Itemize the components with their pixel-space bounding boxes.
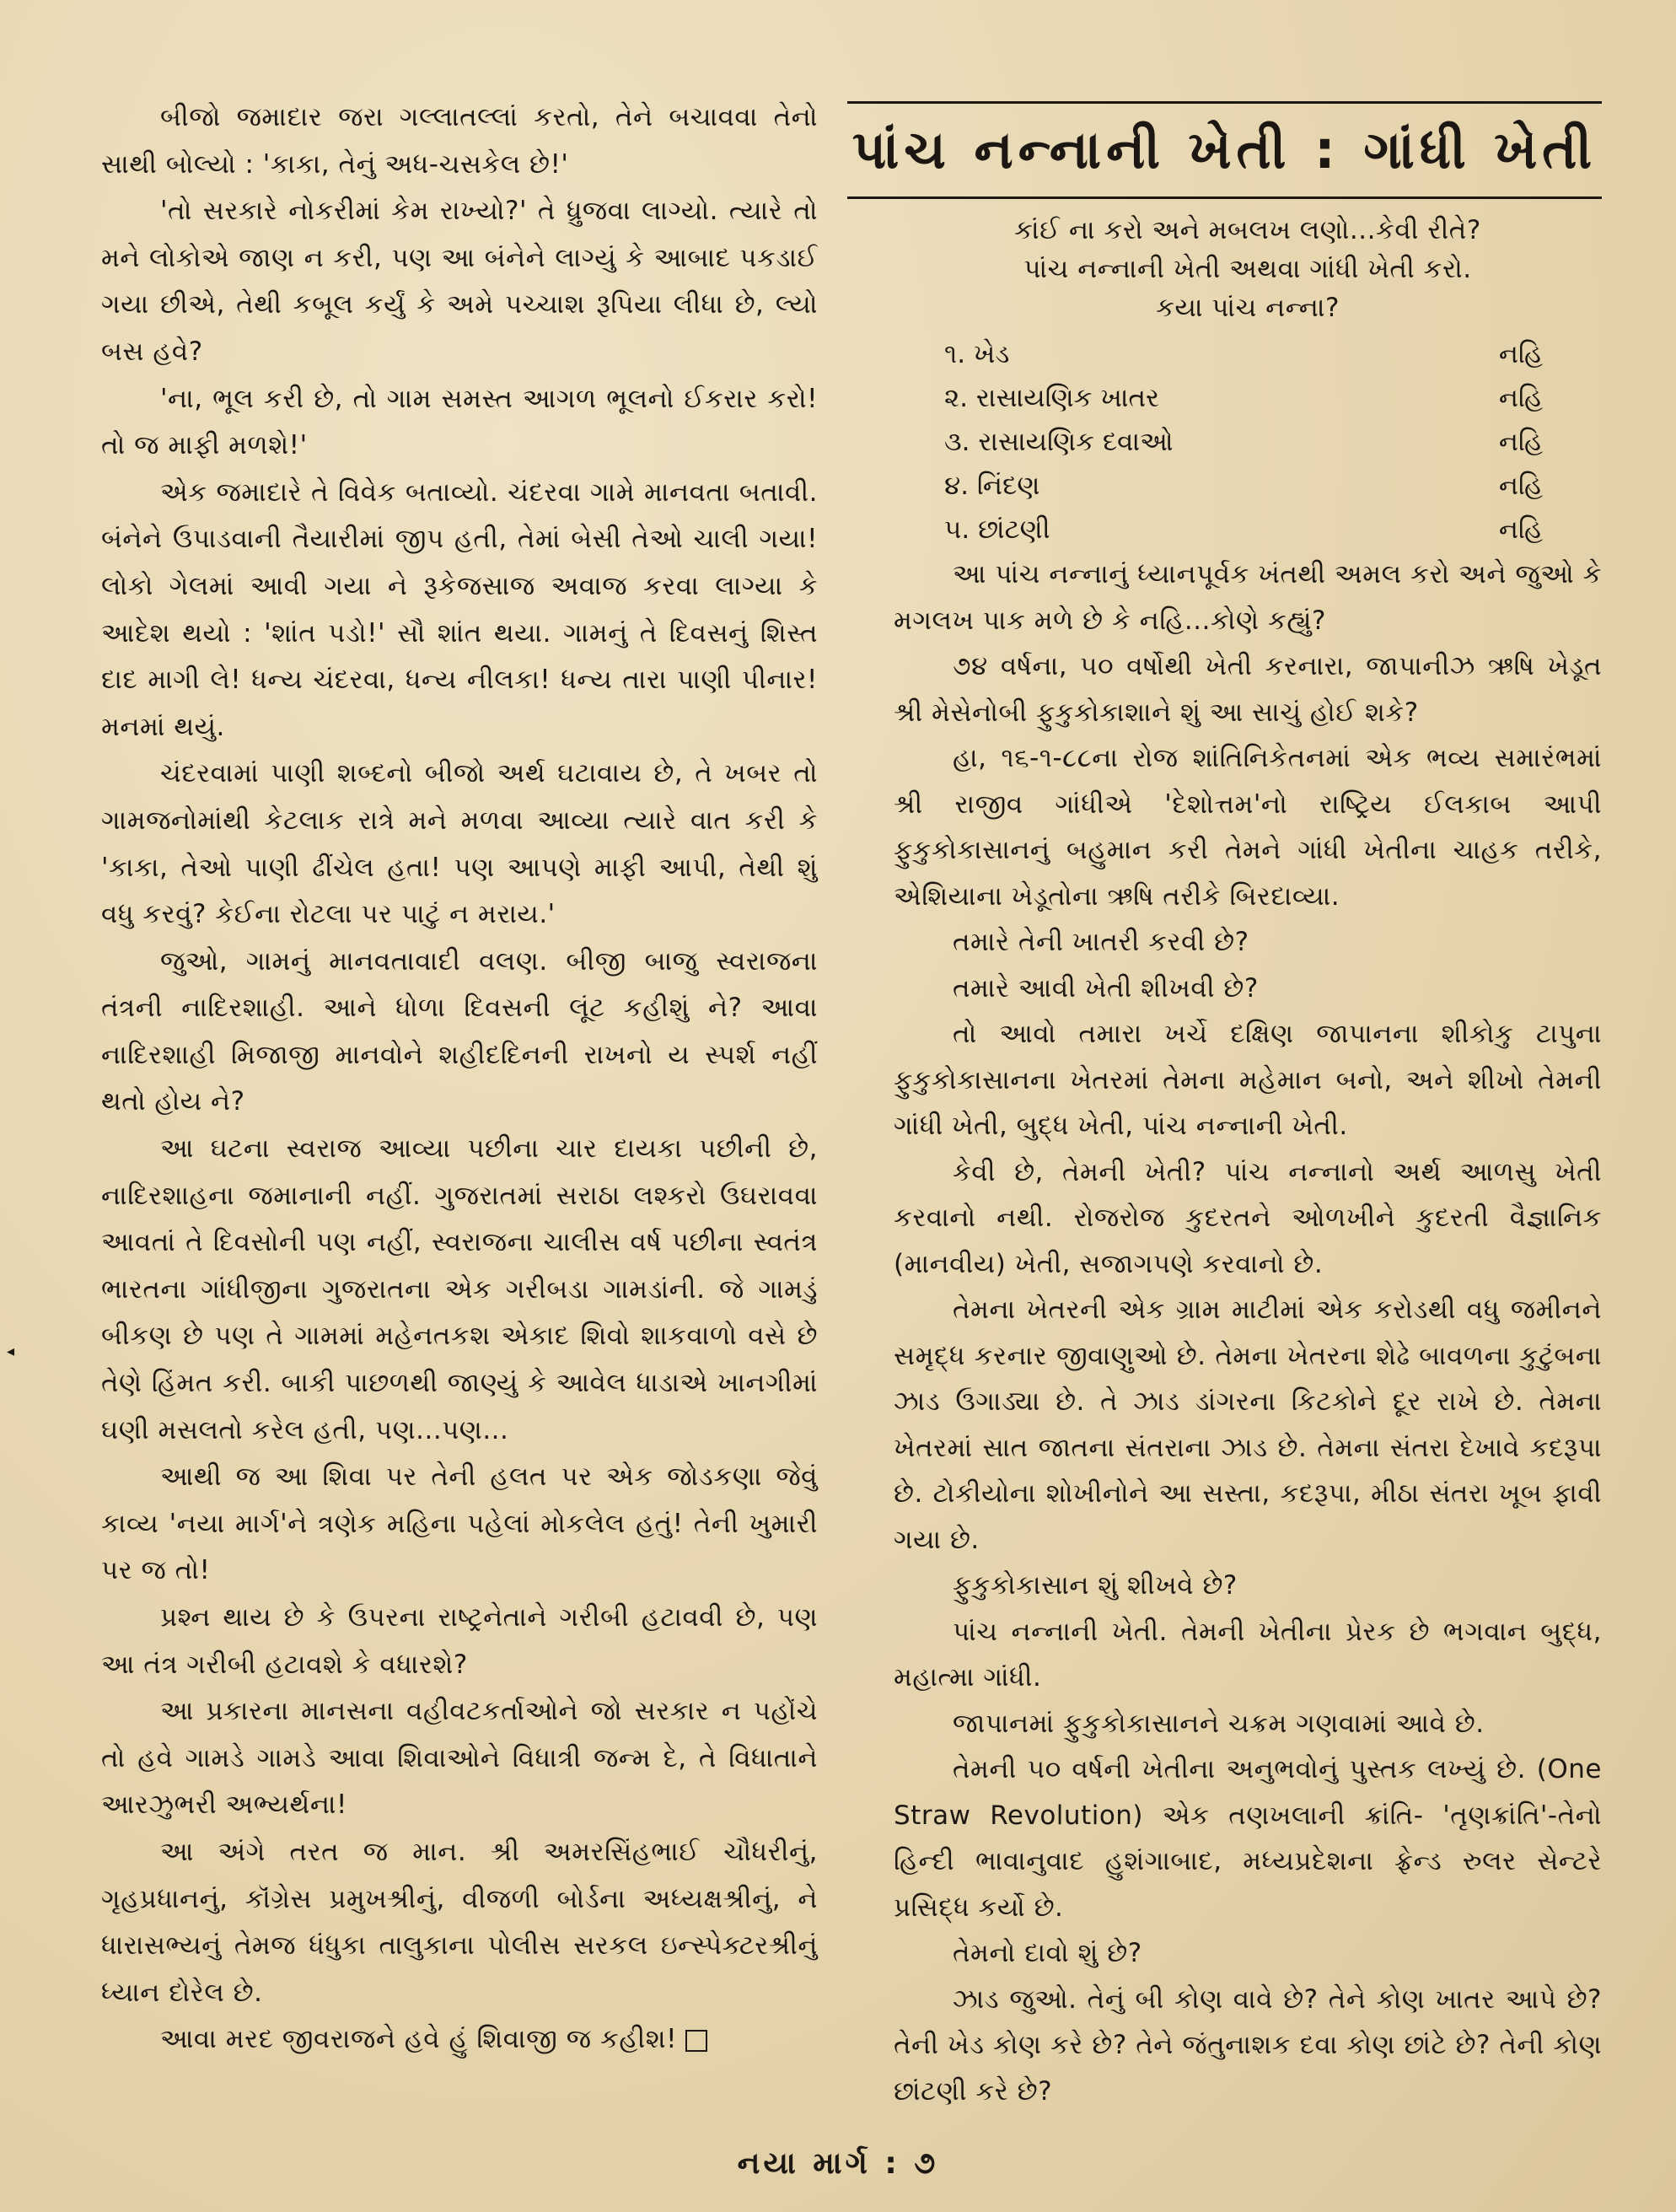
list-item: [944, 332, 1543, 376]
right-paragraph: પાંચ નન્નાની ખેતી. તેમની ખેતીના પ્રેરક છે ભગવાન બુદ્ધ, મહાત્મા ગાંધી.: [894, 1616, 1602, 1693]
right-paragraph: આ પાંચ નન્નાનું ધ્યાનપૂર્વક ખંતથી અમલ કરો અને જુઓ કે મગલખ પાક મળે છે કે નહિ...કોણે કહ્યું?: [894, 559, 1602, 636]
intro-line: કયા પાંચ નન્ના?: [1156, 293, 1340, 323]
right-paragraph: જાપાનમાં ફુકુકોકાસાનને ચક્રમ ગણવામાં આવે છે.: [953, 1708, 1485, 1739]
right-column: [894, 211, 1602, 2114]
list-item-value: નહિ: [1498, 514, 1543, 545]
left-paragraph: બીજો જમાદાર જરા ગલ્લાતલ્લાં કરતો, તેને બચાવવા તેનો સાથી બોલ્યો : 'કાકા, તેનું અધ-ચસકેલ છે!': [101, 102, 818, 180]
end-of-article-box-icon: [685, 2030, 707, 2052]
article-title-box: [847, 101, 1602, 199]
left-paragraph: આ પ્રકારના માનસના વહીવટકર્તાઓને જો સરકાર ન પહોંચે તો હવે ગામડે ગામડે આવા શિવાઓને વિધાત્રી જન્મ દે, તે વિધાતાને આરઝુભરી અભ્યર્થના!: [101, 1696, 818, 1821]
right-paragraph: તેમની ૫૦ વર્ષની ખેતીના અનુભવોનું પુસ્તક લખ્યું છે. (One Straw Revolution) એક તણખલાની ક્રાંતિ- 'તૃણક્રાંતિ'-તેનો હિન્દી ભાવાનુવાદ હુશંગાબાદ, મધ્યપ્રદેશના ફ્રેન્ડ રુલર સેન્ટરે પ્રસિદ્ધ કર્યો છે.: [894, 1754, 1602, 1923]
list-item-label: ૫. છાંટણી: [944, 514, 1050, 545]
intro-line: કાંઈ ના કરો અને મબલખ લણો...કેવી રીતે?: [1014, 215, 1481, 245]
intro-line: પાંચ નન્નાની ખેતી અથવા ગાંધી ખેતી કરો.: [1023, 254, 1472, 284]
list-item-label: ૧. ખેડ: [944, 339, 1010, 369]
left-paragraph: આ અંગે તરત જ માન. શ્રી અમરસિંહભાઈ ચૌધરીનું, ગૃહપ્રધાનનું, કૉંગ્રેસ પ્રમુખશ્રીનું, વીજળી બોર્ડના અધ્યક્ષશ્રીનું, ને ધારાસભ્યનું તેમજ ધંધુકા તાલુકાના પોલીસ સરકલ ઇન્સ્પેક્ટરશ્રીનું ધ્યાન દોરેલ છે.: [101, 1836, 818, 2008]
left-paragraph: 'ના, ભૂલ કરી છે, તો ગામ સમસ્ત આગળ ભૂલનો ઈકરાર કરો! તો જ માફી મળશે!': [101, 383, 818, 461]
right-paragraph: હા, ૧૬-૧-૮૮ના રોજ શાંતિનિકેતનમાં એક ભવ્ય સમારંભમાં શ્રી રાજીવ ગાંધીએ 'દેશોત્તમ'નો રાષ્ટ્રિય ઈલકાબ આપી ફુકુકોકાસાનનું બહુમાન કરી તેમને ગાંધી ખેતીના ચાહક તરીકે, એશિયાના ખેડૂતોના ઋષિ તરીકે બિરદાવ્યા.: [894, 743, 1602, 912]
right-paragraph: તો આવો તમારા ખર્ચે દક્ષિણ જાપાનના શીકોકુ ટાપુના ફુકુકોકાસાનના ખેતરમાં તેમના મહેમાન બનો, અને શીખો તેમની ગાંધી ખેતી, બુદ્ધ ખેતી, પાંચ નન્નાની ખેતી.: [894, 1019, 1602, 1141]
left-paragraph: પ્રશ્ન થાય છે કે ઉપરના રાષ્ટ્રનેતાને ગરીબી હટાવવી છે, પણ આ તંત્ર ગરીબી હટાવશે કે વધારશે?: [101, 1602, 818, 1680]
left-paragraph: આ ઘટના સ્વરાજ આવ્યા પછીના ચાર દાયકા પછીની છે, નાદિરશાહના જમાનાની નહીં. ગુજરાતમાં સરાઠા લશ્કરો ઉઘરાવવા આવતાં તે દિવસોની પણ નહીં, સ્વરાજના ચાલીસ વર્ષ પછીના સ્વતંત્ર ભારતના ગાંધીજીના ગુજરાતના એક ગરીબડા ગામડાંની. જે ગામડું બીકણ છે પણ તે ગામમાં મહેનતકશ એકાદ શિવો શાકવાળો વસે છે તેણે હિંમત કરી. બાકી પાછળથી જાણ્યું કે આવેલ ધાડાએ ખાનગીમાં ઘણી મસલતો કરેલ હતી, પણ...પણ...: [101, 1133, 818, 1445]
list-item: [944, 508, 1543, 552]
left-paragraph: ચંદરવામાં પાણી શબ્દનો બીજો અર્થ ઘટાવાય છે, તે ખબર તો ગામજનોમાંથી કેટલાક રાત્રે મને મળવા આવ્યા ત્યારે વાત કરી કે 'કાકા, તેઓ પાણી ઢીંચેલ હતા! પણ આપણે માફી આપી, તેથી શું વધુ કરવું? કેઈના રોટલા પર પાટું ન મરાય.': [101, 758, 818, 930]
left-column: [101, 94, 818, 2064]
arrow-mark-icon: ◂: [7, 1343, 15, 1360]
right-paragraph: ઝાડ જુઓ. તેનું બી કોણ વાવે છે? તેને કોણ ખાતર આપે છે? તેની ખેડ કોણ કરે છે? તેને જંતુનાશક દવા કોણ છાંટે છે? તેની કોણ છાંટણી કરે છે?: [894, 1983, 1602, 2107]
list-item: [944, 464, 1543, 508]
list-item-label: ૩. રાસાયણિક દવાઓ: [944, 427, 1174, 457]
left-paragraph: 'તો સરકારે નોકરીમાં કેમ રાખ્યો?' તે ધ્રુજવા લાગ્યો. ત્યારે તો મને લોકોએ જાણ ન કરી, પણ આ બંનેને લાગ્યું કે આબાદ પકડાઈ ગયા છીએ, તેથી કબૂલ કર્યું કે અમે પચ્ચાશ રૂપિયા લીધા છે, લ્યો બસ હવે?: [101, 196, 818, 367]
right-paragraph: કેવી છે, તેમની ખેતી? પાંચ નન્નાનો અર્થ આળસુ ખેતી કરવાનો નથી. રોજરોજ કુદરતને ઓળખીને કુદરતી વૈજ્ઞાનિક (માનવીય) ખેતી, સજાગપણે કરવાનો છે.: [894, 1156, 1602, 1279]
five-no-list: [944, 332, 1543, 552]
list-item-label: ૪. નિંદણ: [944, 471, 1040, 501]
right-paragraph: તેમના ખેતરની એક ગ્રામ માટીમાં એક કરોડથી વધુ જમીનને સમૃદ્ધ કરનાર જીવાણુઓ છે. તેમના ખેતરના શેઢે બાવળના કુટુંબના ઝાડ ઉગાડ્યા છે. તે ઝાડ ડાંગરના કિટકોને દૂર રાખે છે. તેમના ખેતરમાં સાત જાતના સંતરાના ઝાડ છે. તેમના સંતરા દેખાવે કદરૂપા છે. ટોકીયોના શોખીનોને આ સસ્તા, કદરૂપા, મીઠા સંતરા ખૂબ ફાવી ગયા છે.: [894, 1294, 1602, 1555]
right-paragraph: ૭૪ વર્ષના, ૫૦ વર્ષોથી ખેતી કરનારા, જાપાનીઝ ઋષિ ખેડૂત શ્રી મેસેનોબી ફુકુકોકાશાને શું આ સાચું હોઈ શકે?: [894, 651, 1602, 728]
list-item-value: નહિ: [1498, 427, 1543, 457]
right-paragraph: ફુકુકોકાસાન શું શીખવે છે?: [953, 1570, 1238, 1601]
list-item: [944, 376, 1543, 420]
right-paragraph: તેમનો દાવો શું છે?: [953, 1938, 1142, 1968]
list-item-value: નહિ: [1498, 339, 1543, 369]
right-paragraph: તમારે આવી ખેતી શીખવી છે?: [953, 972, 1259, 1004]
left-paragraph: એક જમાદારે તે વિવેક બતાવ્યો. ચંદરવા ગામે માનવતા બતાવી. બંનેને ઉપાડવાની તૈયારીમાં જીપ હતી, તેમાં બેસી તેઓ ચાલી ગયા! લોકો ગેલમાં આવી ગયા ને રૂકેજસાજ અવાજ કરવા લાગ્યા કે આદેશ થયો : 'શાંત પડો!' સૌ શાંત થયા. ગામનું તે દિવસનું શિસ્ત દાદ માગી લે! ધન્ય ચંદરવા, ધન્ય નીલકા! ધન્ય તારા પાણી પીનાર! મનમાં થયું.: [101, 476, 818, 742]
list-item-label: ૨. રાસાયણિક ખાતર: [944, 383, 1160, 413]
page-footer: નયા માર્ગ : ૭: [737, 2146, 939, 2181]
list-item-value: નહિ: [1498, 471, 1543, 501]
left-paragraph: આથી જ આ શિવા પર તેની હલત પર એક જોડકણા જેવું કાવ્ય 'નયા માર્ગ'ને ત્રણેક મહિના પહેલાં મોકલેલ હતું! તેની ખુમારી પર જ તો!: [101, 1461, 818, 1586]
article-title: પાંચ નન્નાની ખેતી : ગાંધી ખેતી: [851, 119, 1598, 180]
left-paragraph: જુઓ, ગામનું માનવતાવાદી વલણ. બીજી બાજુ સ્વરાજના તંત્રની નાદિરશાહી. આને ધોળા દિવસની લૂંટ કહીશું ને? આવા નાદિરશાહી મિજાજી માનવોને શહીદદિનની રાખનો ય સ્પર્શ નહીં થતો હોય ને?: [101, 945, 818, 1117]
list-item: [944, 420, 1543, 464]
closing-paragraph: [101, 2016, 818, 2064]
right-paragraph: તમારે તેની ખાતરી કરવી છે?: [953, 927, 1249, 957]
closing-text: આવા મરદ જીવરાજને હવે હું શિવાજી જ કહીશ!: [160, 2024, 678, 2055]
list-item-value: નહિ: [1498, 383, 1543, 413]
